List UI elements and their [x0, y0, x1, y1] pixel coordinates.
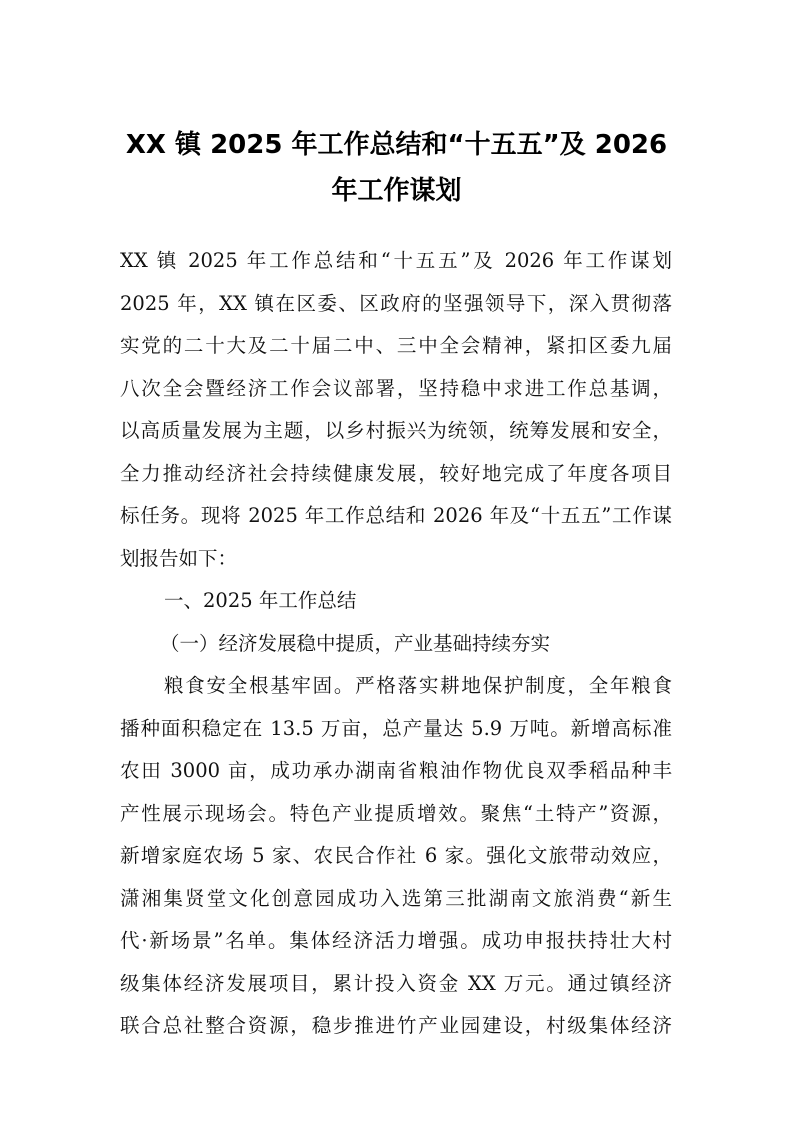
text-line: 全力推动经济社会持续健康发展，较好地完成了年度各项目 [120, 461, 672, 485]
text-line: 产性展示现场会。特色产业提质增效。聚焦“土特产”资源， [120, 801, 672, 825]
subsection-heading: （一）经济发展稳中提质，产业基础持续夯实 [160, 631, 551, 655]
text-line: 播种面积稳定在 13.5 万亩，总产量达 5.9 万吨。新增高标准 [120, 716, 672, 740]
text-line: 实党的二十大及二十届二中、三中全会精神，紧扣区委九届 [120, 334, 672, 357]
intro-paragraph [120, 240, 672, 580]
text-line: 联合总社整合资源，稳步推进竹产业园建设，村级集体经济 [120, 1014, 672, 1037]
text-line: 新增家庭农场 5 家、农民合作社 6 家。强化文旅带动效应， [120, 844, 672, 867]
text-line: 以高质量发展为主题，以乡村振兴为统领，统筹发展和安全， [120, 419, 672, 442]
text-line: 代·新场景”名单。集体经济活力增强。成功申报扶持壮大村 [120, 929, 672, 952]
text-line: XX 镇 2025 年工作总结和“十五五”及 2026 年工作谋划 [120, 249, 672, 272]
title-line: XX 镇 2025 年工作总结和“十五五”及 2026 [125, 130, 668, 160]
text-line: 划报告如下： [120, 546, 238, 570]
body-paragraph [120, 665, 672, 1048]
text-line: 级集体经济发展项目，累计投入资金 XX 万元。通过镇经济 [120, 971, 672, 995]
text-line: 粮食安全根基牢固。严格落实耕地保护制度，全年粮食 [164, 674, 672, 697]
document-title [80, 122, 713, 214]
text-line: 2025 年，XX 镇在区委、区政府的坚强领导下，深入贯彻落 [120, 291, 672, 315]
text-line: 农田 3000 亩，成功承办湖南省粮油作物优良双季稻品种丰 [120, 759, 672, 782]
section-heading: 一、2025 年工作总结 [164, 589, 357, 612]
text-line: 八次全会暨经济工作会议部署，坚持稳中求进工作总基调， [120, 376, 672, 400]
document-body [120, 240, 672, 1048]
title-line: 年工作谋划 [331, 176, 462, 206]
text-line: 潇湘集贤堂文化创意园成功入选第三批湖南文旅消费“新生 [120, 886, 672, 910]
text-line: 标任务。现将 2025 年工作总结和 2026 年及“十五五”工作谋 [120, 504, 672, 527]
